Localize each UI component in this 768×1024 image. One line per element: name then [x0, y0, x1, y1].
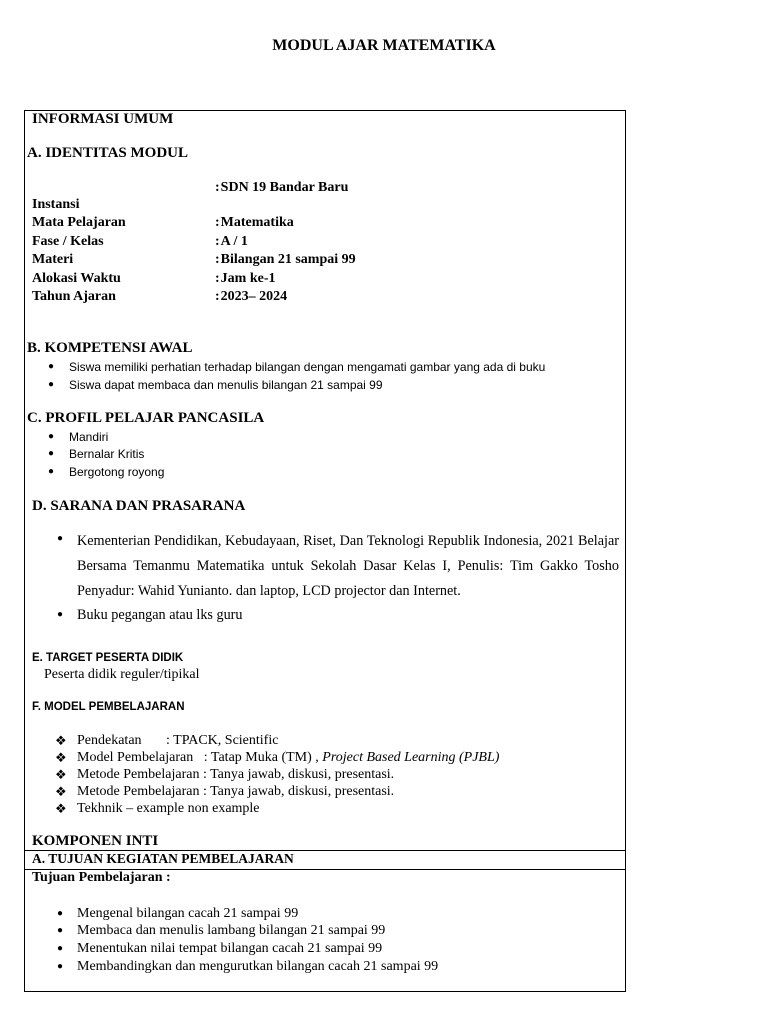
- identity-label: Mata Pelajaran: [32, 215, 126, 230]
- sarana-item-buku: Buku pegangan atau lks guru: [77, 607, 243, 623]
- identity-label: Instansi: [32, 197, 80, 212]
- bullet-icon: ●: [57, 925, 64, 936]
- sarana-item-reference: Kementerian Pendidikan, Kebudayaan, Riset, Dan Teknologi Republik Indonesia, 2021 Belajar Bersama Temanmu Matematika untuk Sekolah Dasar Kelas I, Penulis: Tim Gakko Tosho Penyadur: Wahid Yunianto. dan laptop, LCD projector dan Internet.: [77, 533, 619, 599]
- identity-label: Tahun Ajaran: [32, 289, 116, 304]
- heading-sarana-prasarana: D. SARANA DAN PRASARANA: [32, 498, 246, 514]
- bullet-icon: ●: [48, 361, 55, 372]
- diamond-bullet-icon: ❖: [55, 750, 67, 765]
- list-item-text: Bergotong royong: [69, 465, 165, 479]
- model-item-label: Model Pembelajaran: [77, 750, 204, 765]
- model-item-italic: Project Based Learning (PJBL): [322, 750, 500, 765]
- list-item-text: Siswa memiliki perhatian terhadap bilangan dengan mengamati gambar yang ada di buku: [69, 360, 546, 374]
- model-item-label: Tekhnik – example non example: [77, 801, 260, 816]
- model-item-value: : Tanya jawab, diskusi, presentasi.: [202, 767, 395, 782]
- diamond-bullet-icon: ❖: [55, 801, 67, 816]
- model-item-label: Metode Pembelajaran: [77, 767, 203, 782]
- bullet-icon: ●: [57, 533, 64, 544]
- list-item-text: Menentukan nilai tempat bilangan cacah 21 sampai 99: [77, 941, 383, 956]
- model-item-value: : TPACK, Scientific: [166, 733, 279, 748]
- identity-value: : 2023– 2024: [215, 289, 287, 305]
- bullet-icon: ●: [48, 379, 55, 390]
- heading-tujuan-kegiatan: A. TUJUAN KEGIATAN PEMBELAJARAN: [32, 851, 294, 866]
- diamond-bullet-icon: ❖: [55, 733, 67, 748]
- heading-model-pembelajaran: F. MODEL PEMBELAJARAN: [32, 701, 185, 713]
- model-item-value: : Tatap Muka (TM) ,: [203, 750, 323, 765]
- identity-label: Alokasi Waktu: [32, 271, 121, 286]
- identity-value: : Bilangan 21 sampai 99: [215, 252, 356, 268]
- list-item-text: Mengenal bilangan cacah 21 sampai 99: [77, 906, 299, 921]
- heading-komponen-inti: KOMPONEN INTI: [32, 833, 159, 849]
- list-item-text: Membaca dan menulis lambang bilangan 21 sampai 99: [77, 923, 386, 938]
- diamond-bullet-icon: ❖: [55, 784, 67, 799]
- bullet-icon: ●: [48, 448, 55, 459]
- list-item-text: Mandiri: [69, 430, 109, 444]
- list-item-text: Bernalar Kritis: [69, 447, 145, 461]
- heading-identitas-modul: A. IDENTITAS MODUL: [27, 145, 188, 161]
- diamond-bullet-icon: ❖: [55, 767, 67, 782]
- bullet-icon: ●: [57, 943, 64, 954]
- bullet-icon: ●: [48, 466, 55, 477]
- section-informasi-umum: INFORMASI UMUM: [32, 111, 174, 127]
- document-title: MODUL AJAR MATEMATIKA: [272, 37, 496, 54]
- list-item-text: Membandingkan dan mengurutkan bilangan cacah 21 sampai 99: [77, 959, 439, 974]
- bullet-icon: ●: [48, 431, 55, 442]
- bullet-icon: ●: [57, 961, 64, 972]
- identity-label: Fase / Kelas: [32, 234, 104, 249]
- heading-kompetensi-awal: B. KOMPETENSI AWAL: [27, 340, 193, 356]
- identity-value: : SDN 19 Bandar Baru: [215, 180, 348, 196]
- module-table: [24, 110, 626, 992]
- target-text: Peserta didik reguler/tipikal: [44, 667, 200, 682]
- model-item-label: Pendekatan: [77, 733, 167, 748]
- model-item-label: Metode Pembelajaran: [77, 784, 203, 799]
- identity-label: Materi: [32, 252, 74, 267]
- bullet-icon: ●: [57, 609, 64, 620]
- heading-profil-pelajar: C. PROFIL PELAJAR PANCASILA: [27, 410, 265, 426]
- list-item-text: Siswa dapat membaca dan menulis bilangan 21 sampai 99: [69, 378, 383, 392]
- identity-value: : A / 1: [215, 234, 248, 250]
- heading-target-peserta: E. TARGET PESERTA DIDIK: [32, 652, 184, 664]
- bullet-icon: ●: [57, 908, 64, 919]
- identity-value: : Jam ke-1: [215, 271, 276, 287]
- model-item-value: : Tanya jawab, diskusi, presentasi.: [202, 784, 395, 799]
- identity-value: : Matematika: [215, 215, 294, 231]
- tujuan-label: Tujuan Pembelajaran :: [32, 870, 171, 885]
